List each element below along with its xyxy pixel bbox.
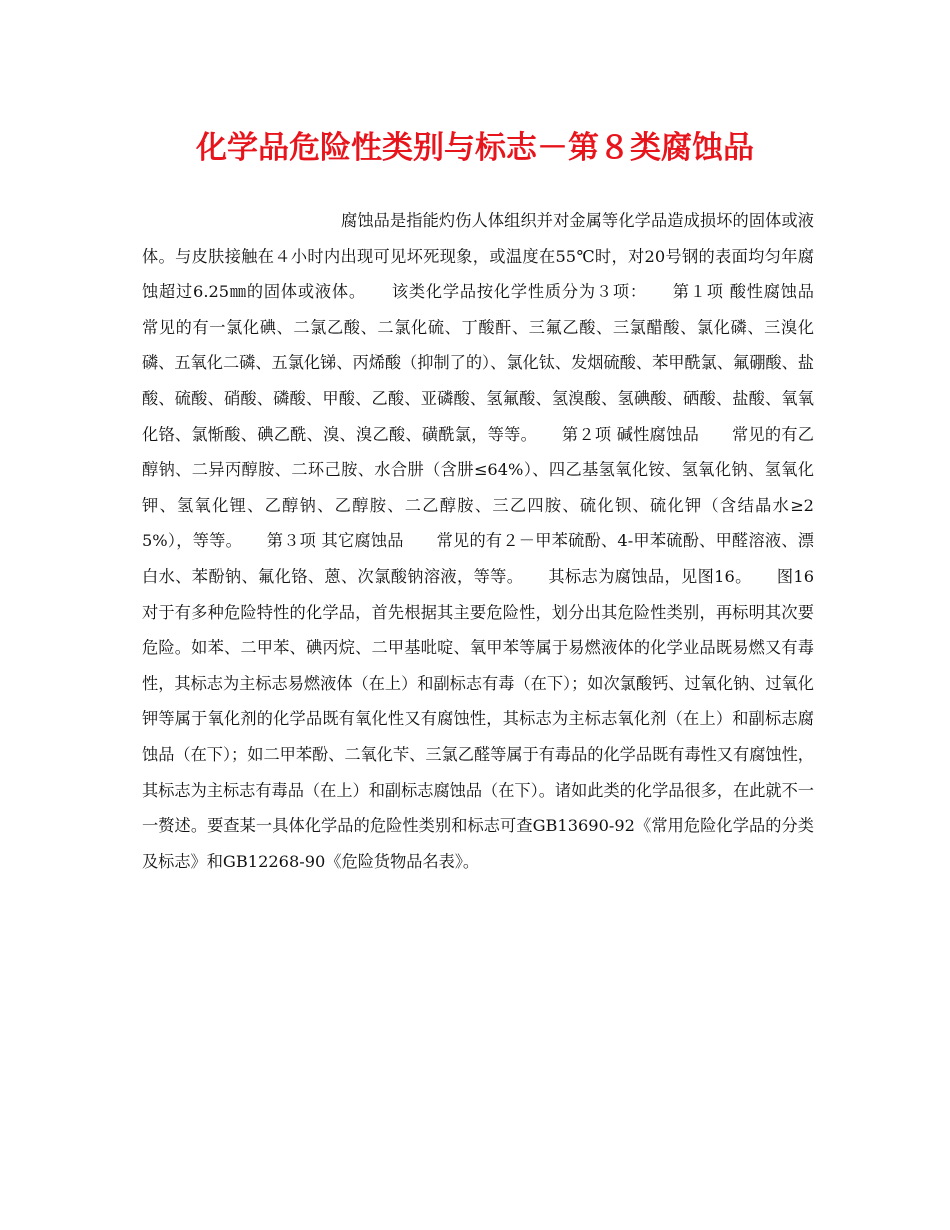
page-title: 化学品危险性类别与标志－第８类腐蚀品 [196,130,754,166]
body-paragraph: 腐蚀品是指能灼伤人体组织并对金属等化学品造成损坏的固体或液体。与皮肤接触在４小时内出现可见坏死现象，或温度在55℃时，对20号钢的表面均匀年腐蚀超过6.25㎜的固体或液体。 该类化学品按化学性质分为３项： 第１项 酸性腐蚀品 常见的有一氯化碘、二氯乙酸、二氯化硫、丁酸酐、三氟乙酸、三氯醋酸、氯化磷、三溴化磷、五氧化二磷、五氯化锑、丙烯酸（抑制了的）、氯化钛、发烟硫酸、苯甲酰氯、氟硼酸、盐酸、硫酸、硝酸、磷酸、甲酸、乙酸、亚磷酸、氢氟酸、氢溴酸、氢碘酸、硒酸、盐酸、氧氧化铬、氯惭酸、碘乙酰、溴、溴乙酸、磺酰氯，等等。 第２项 碱性腐蚀品 常见的有乙醇钠、二异丙醇胺、二环己胺、水合肼（含肼≤64%）、四乙基氢氧化铵、氢氧化钠、氢氧化钾、氢氧化锂、乙醇钠、乙醇胺、二乙醇胺、三乙四胺、硫化钡、硫化钾（含结晶水≥25%），等等。 第３项 其它腐蚀品 常见的有２－甲苯硫酚、4-甲苯硫酚、甲醛溶液、漂白水、苯酚钠、氟化铬、蒽、次氯酸钠溶液，等等。 其标志为腐蚀品，见图16。 图16 对于有多种危险特性的化学品，首先根据其主要危险性，划分出其危险性类别，再标明其次要危险。如苯、二甲苯、碘丙烷、二甲基吡啶、氧甲苯等属于易燃液体的化学业品既易燃又有毒性，其标志为主标志易燃液体（在上）和副标志有毒（在下）；如次氯酸钙、过氧化钠、过氧化钾等属于氧化剂的化学品既有氧化性又有腐蚀性，其标志为主标志氧化剂（在上）和副标志腐蚀品（在下）；如二甲苯酚、二氧化苄、三氯乙醛等属于有毒品的化学品既有毒性又有腐蚀性，其标志为主标志有毒品（在上）和副标志腐蚀品（在下）。诸如此类的化学品很多，在此就不一一赘述。要查某一具体化学品的危险性类别和标志可查GB13690-92《常用危险化学品的分类及标志》和GB12268-90《危险货物品名表》。 [142,211,847,871]
